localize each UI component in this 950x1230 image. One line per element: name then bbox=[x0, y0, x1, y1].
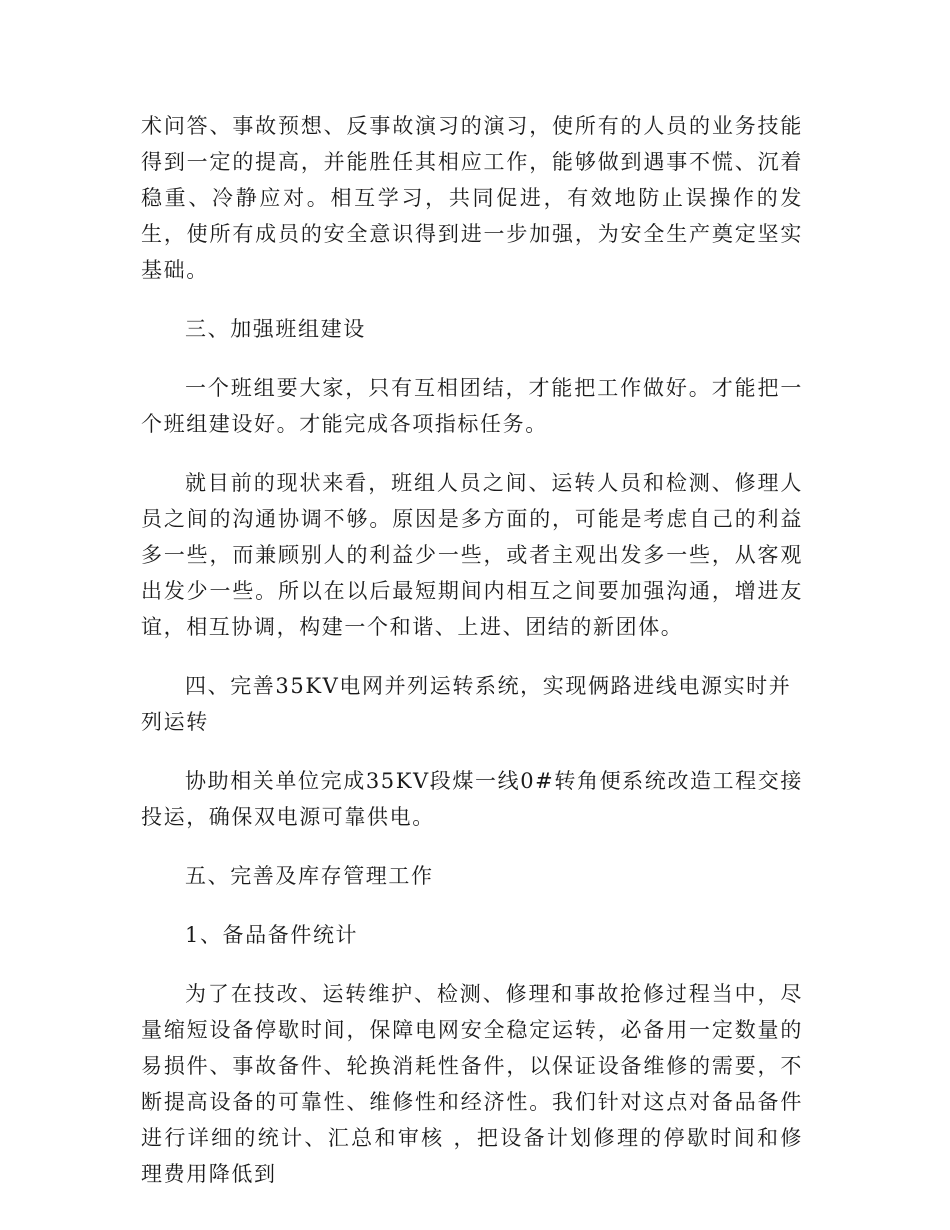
heading-inventory-management: 五、完善及库存管理工作 bbox=[185, 864, 434, 888]
heading-35kv-grid: 四、完善35KV电网并列运转系统，实现俩路进线电源实时并列运转 bbox=[141, 674, 792, 734]
paragraph-dual-power: 协助相关单位完成35KV段煤一线0#转角便系统改造工程交接投运，确保双电源可靠供电。 bbox=[141, 769, 803, 829]
heading-spare-parts-statistics: 1、备品备件统计 bbox=[185, 923, 359, 947]
paragraph-communication: 就目前的现状来看，班组人员之间、运转人员和检测、修理人员之间的沟通协调不够。原因是多方面的，可能是考虑自己的利益多一些，而兼顾别人的利益少一些，或者主观出发多一些，从客观出发少一些。所以在以后最短期间内相互之间要加强沟通，增进友谊，相互协调，构建一个和谐、上进、团结的新团体。 bbox=[141, 471, 803, 639]
paragraph-spare-parts: 为了在技改、运转维护、检测、修理和事故抢修过程当中，尽量缩短设备停歇时间，保障电网安全稳定运转，必备用一定数量的易损件、事故备件、轮换消耗性备件，以保证设备维修的需要，不断提高设备的可靠性、维修性和经济性。我们针对这点对备品备件进行详细的统计、汇总和审核 ，把设备计划修理的停歇时间和修理费用降低到 bbox=[141, 982, 803, 1186]
document-body bbox=[141, 108, 803, 1215]
paragraph-safety-training: 术问答、事故预想、反事故演习的演习，使所有的人员的业务技能得到一定的提高，并能胜任其相应工作，能够做到遇事不慌、沉着稳重、冷静应对。相互学习，共同促进，有效地防止误操作的发生，使所有成员的安全意识得到进一步加强，为安全生产奠定坚实基础。 bbox=[141, 114, 803, 282]
paragraph-team-unity: 一个班组要大家，只有互相团结，才能把工作做好。才能把一个班组建设好。才能完成各项指标任务。 bbox=[141, 376, 803, 436]
heading-team-building: 三、加强班组建设 bbox=[185, 317, 366, 341]
